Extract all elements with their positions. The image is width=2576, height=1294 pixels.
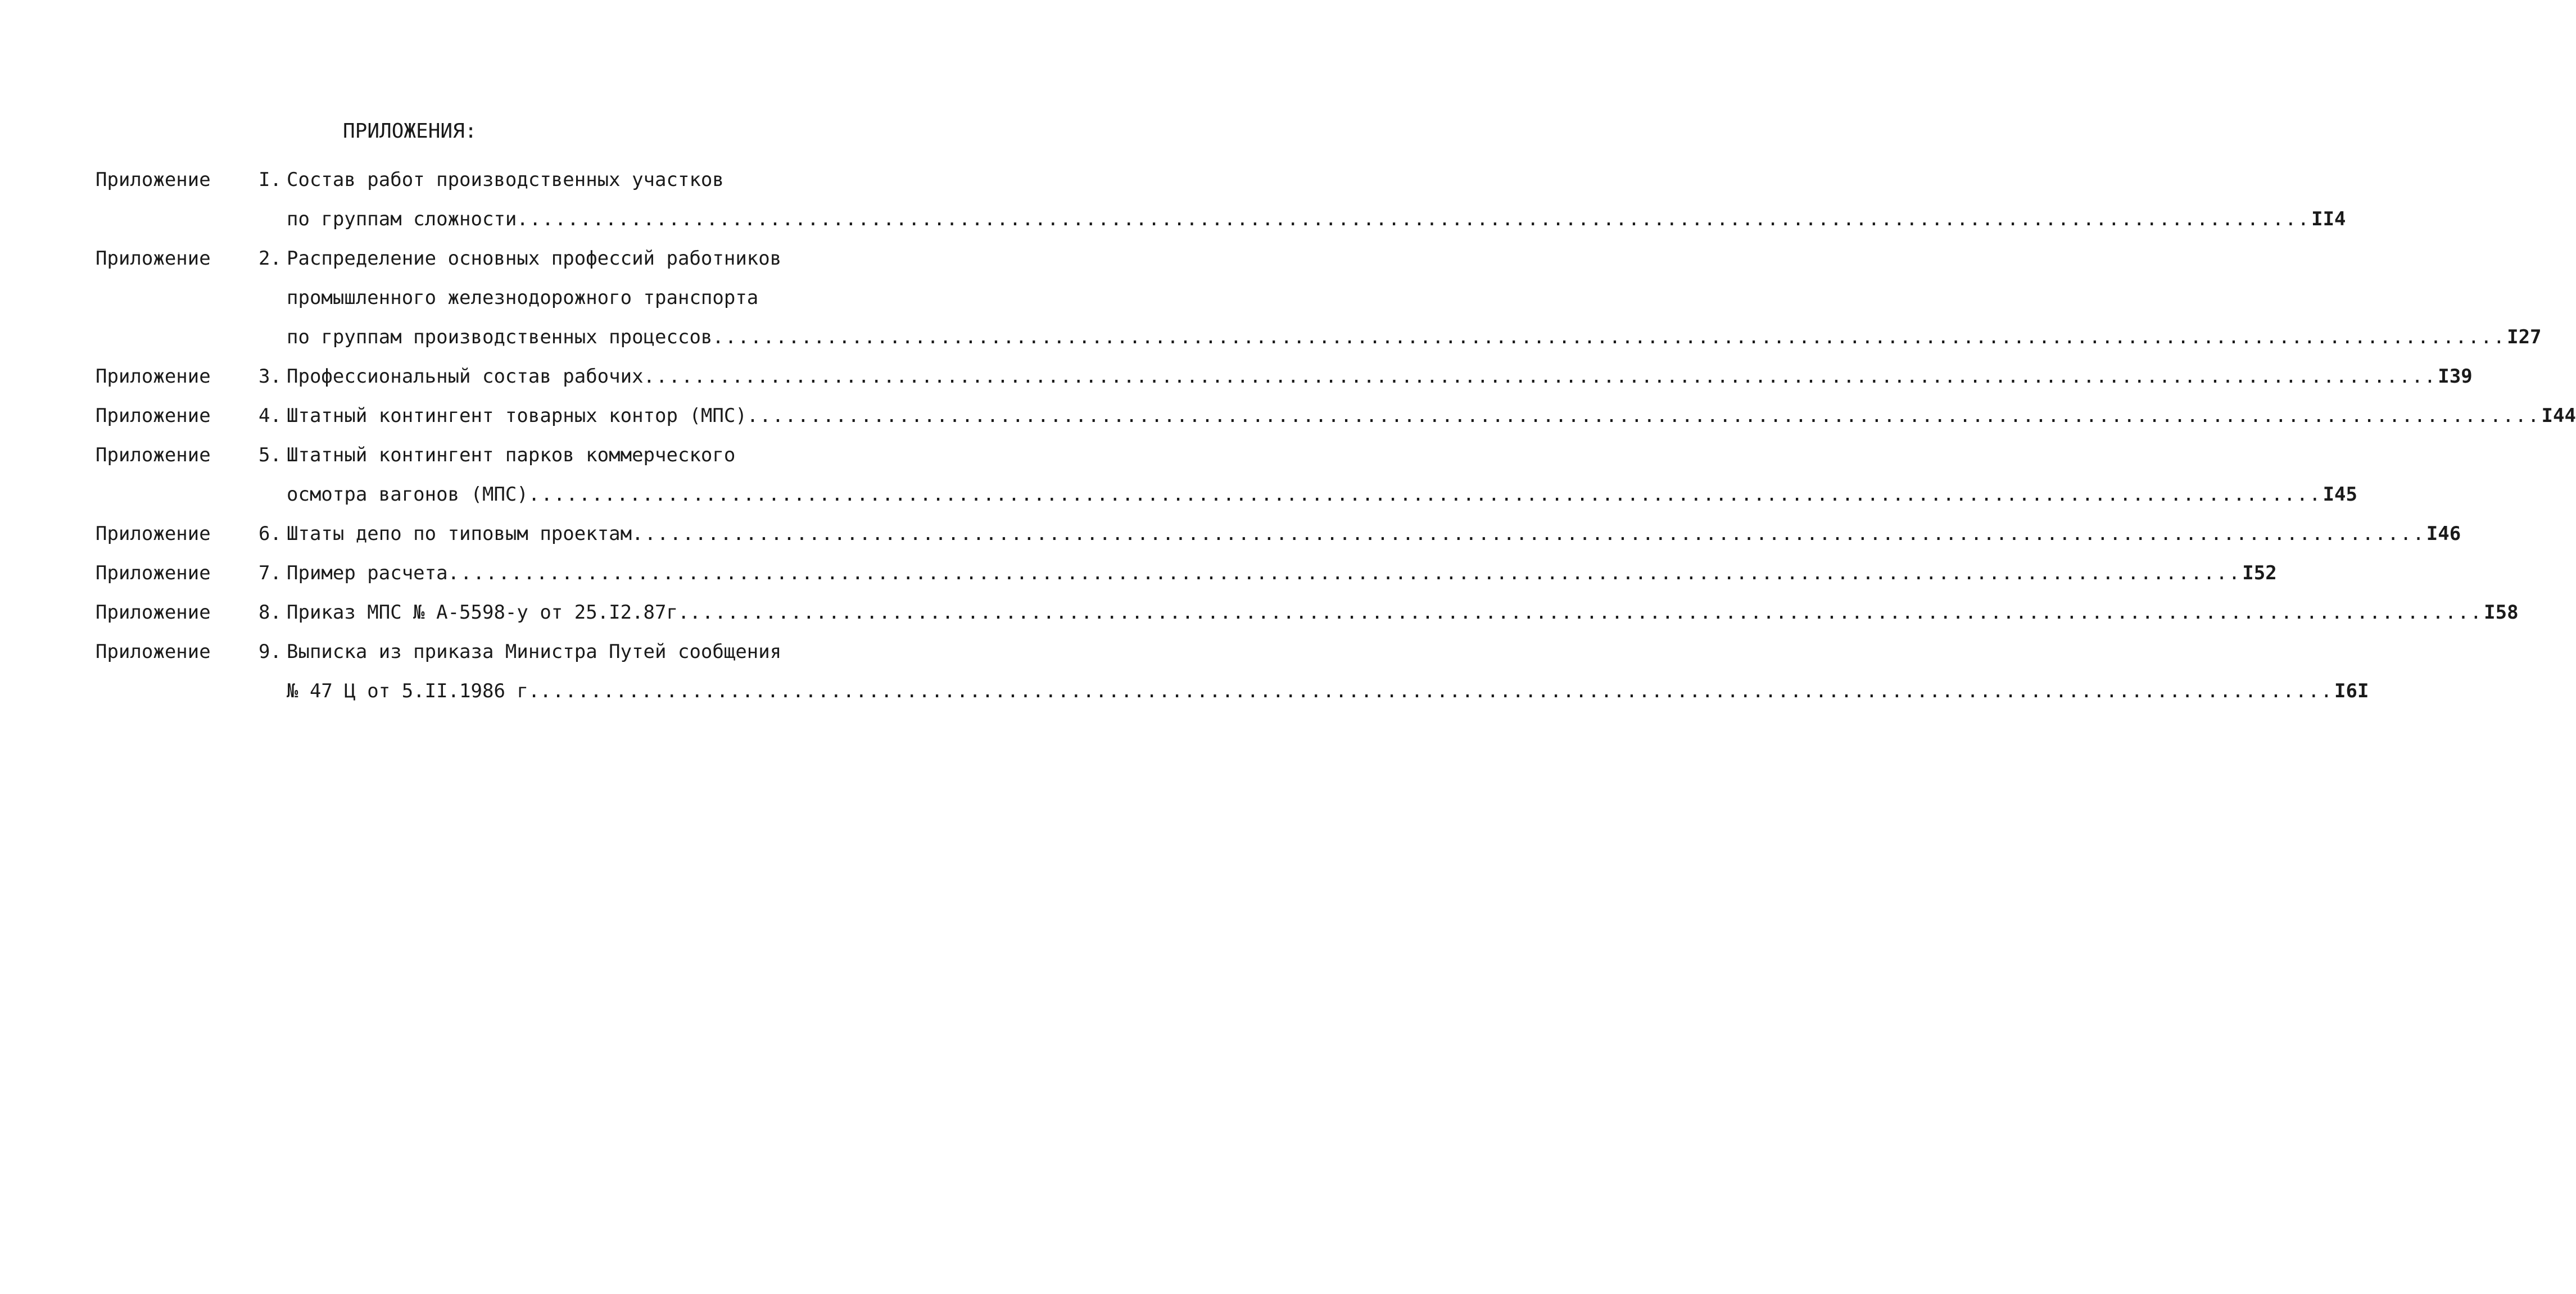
appendix-number: 3. [259, 365, 282, 388]
appendix-body [287, 553, 2277, 593]
appendix-title-line [287, 514, 2461, 553]
appendix-entry [96, 435, 2357, 514]
appendix-body [287, 357, 2473, 396]
page-number: I39 [2438, 365, 2473, 388]
appendix-title-text: Распределение основных профессий работников [287, 247, 782, 270]
appendix-number: 7. [259, 562, 282, 584]
page-number: I58 [2484, 601, 2519, 624]
appendix-title-line [287, 475, 2357, 514]
appendix-title-line [287, 317, 2542, 357]
appendix-title-line [287, 278, 2542, 317]
appendix-entry [96, 553, 2277, 593]
appendix-label: Приложение [96, 523, 211, 545]
appendix-title-text: Пример расчета [287, 562, 448, 584]
appendix-title-line [287, 239, 2542, 278]
appendix-number: 2. [259, 247, 282, 270]
dot-leader [540, 671, 2333, 711]
appendix-label: Приложение [96, 601, 211, 624]
page-number: I27 [2507, 326, 2542, 348]
appendix-entry [96, 396, 2576, 435]
dot-leader [712, 317, 2506, 357]
appendix-entry [96, 160, 2346, 239]
appendix-title-text: Состав работ производственных участков [287, 169, 724, 191]
appendix-label: Приложение [96, 562, 211, 584]
appendix-body [287, 396, 2576, 435]
appendix-number: 4. [259, 405, 282, 427]
appendix-body [287, 435, 2357, 514]
appendix-entry [96, 632, 2369, 711]
appendix-body [287, 239, 2542, 357]
appendix-title-line [287, 160, 2346, 199]
appendix-label: Приложение [96, 641, 211, 663]
page-number: I44 [2541, 405, 2576, 427]
appendix-title-text: по группам сложности [287, 208, 517, 230]
appendix-title-text: осмотра вагонов (МПС) [287, 483, 528, 506]
appendix-title-text: № 47 Ц от 5.II.1986 г. [287, 680, 540, 702]
appendix-title-line [287, 357, 2473, 396]
page-number: I52 [2242, 562, 2277, 584]
dot-leader [644, 357, 2437, 396]
appendix-body [287, 593, 2519, 632]
dot-leader [528, 475, 2322, 514]
appendix-title-line [287, 199, 2346, 239]
page-title: ПРИЛОЖЕНИЯ: [343, 120, 477, 143]
appendix-list [96, 160, 2576, 711]
appendix-title-text: Штаты депо по типовым проектам [287, 523, 632, 545]
dot-leader [689, 593, 2483, 632]
appendix-entry [96, 239, 2542, 357]
appendix-number: 8. [259, 601, 282, 624]
appendix-title-text: промышленного железнодорожного транспорта [287, 287, 759, 309]
appendix-number: 9. [259, 641, 282, 663]
appendix-title-text: Штатный контингент товарных контор (МПС) [287, 405, 747, 427]
appendix-number: 6. [259, 523, 282, 545]
appendix-label: Приложение [96, 444, 211, 466]
appendix-label: Приложение [96, 169, 211, 191]
appendix-title-line [287, 435, 2357, 475]
page-number: I6I [2334, 680, 2369, 702]
dot-leader [747, 396, 2541, 435]
appendix-title-text: Штатный контингент парков коммерческого [287, 444, 736, 466]
appendix-body [287, 632, 2369, 711]
appendix-entry [96, 357, 2473, 396]
appendix-body [287, 514, 2461, 553]
page-number: I46 [2426, 523, 2461, 545]
appendix-title-text: Приказ МПС № А-5598-у от 25.I2.87г. [287, 601, 690, 624]
appendix-body [287, 160, 2346, 239]
appendix-label: Приложение [96, 247, 211, 270]
appendix-title-line [287, 593, 2519, 632]
appendix-title-line [287, 396, 2576, 435]
appendix-number: 5. [259, 444, 282, 466]
appendix-title-line [287, 671, 2369, 711]
page-number: I45 [2323, 483, 2357, 506]
appendix-title-text: Выписка из приказа Министра Путей сообщения [287, 641, 782, 663]
dot-leader [632, 514, 2425, 553]
appendix-entry [96, 514, 2461, 553]
appendix-entry [96, 593, 2519, 632]
appendix-label: Приложение [96, 365, 211, 388]
appendix-title-line [287, 632, 2369, 671]
appendix-title-text: Профессиональный состав рабочих [287, 365, 644, 388]
appendix-title-line [287, 553, 2277, 593]
appendix-title-text: по группам производственных процессов [287, 326, 713, 348]
appendix-number: I. [259, 169, 282, 191]
page-number: II4 [2311, 208, 2346, 230]
dot-leader [448, 553, 2242, 593]
dot-leader [517, 199, 2310, 239]
appendix-label: Приложение [96, 405, 211, 427]
